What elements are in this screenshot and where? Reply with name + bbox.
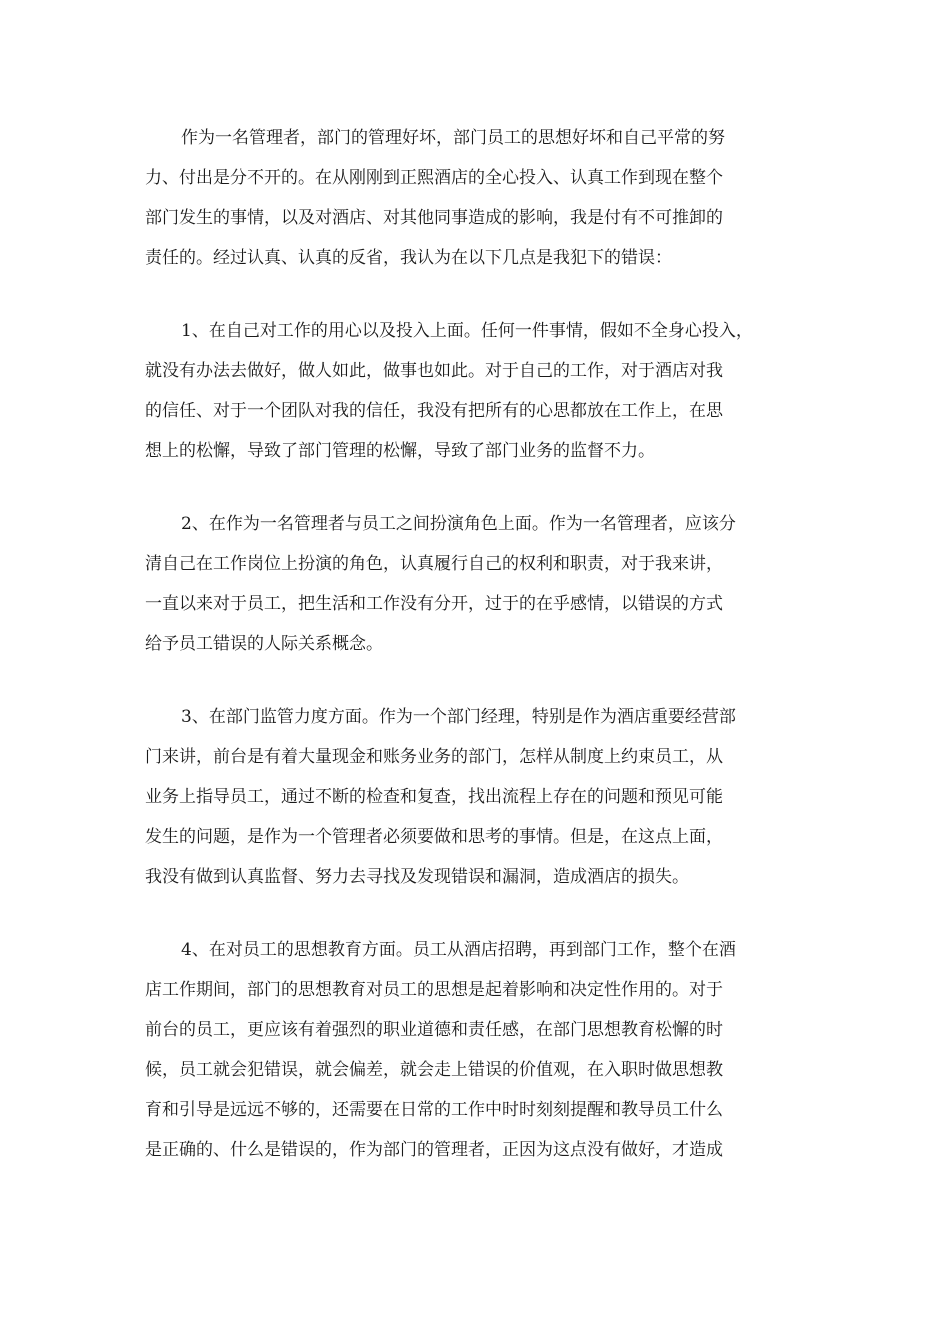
text-line: 想上的松懈，导致了部门管理的松懈，导致了部门业务的监督不力。 [145,441,655,461]
paragraph-point-3 [145,697,817,897]
text-line: 一直以来对于员工，把生活和工作没有分开，过于的在乎感情，以错误的方式 [145,594,723,614]
text-line: 责任的。经过认真、认真的反省，我认为在以下几点是我犯下的错误： [145,248,672,268]
text-line: 育和引导是远远不够的，还需要在日常的工作中时时刻刻提醒和教导员工什么 [145,1100,723,1120]
text-line: 3、在部门监管力度方面。作为一个部门经理，特别是作为酒店重要经营部 [181,707,736,727]
text-line: 清自己在工作岗位上扮演的角色，认真履行自己的权利和职责，对于我来讲， [145,554,723,574]
text-line: 的信任、对于一个团队对我的信任，我没有把所有的心思都放在工作上，在思 [145,401,723,421]
text-line: 部门发生的事情，以及对酒店、对其他同事造成的影响，我是付有不可推卸的 [145,208,723,228]
text-line: 1、在自己对工作的用心以及投入上面。任何一件事情，假如不全身心投入， [181,321,753,341]
text-line: 业务上指导员工，通过不断的检查和复查，找出流程上存在的问题和预见可能 [145,787,723,807]
text-line: 发生的问题，是作为一个管理者必须要做和思考的事情。但是，在这点上面， [145,827,723,847]
paragraph-point-4 [145,930,817,1170]
text-line: 给予员工错误的人际关系概念。 [145,634,383,654]
paragraph-intro [145,118,817,278]
text-line: 就没有办法去做好，做人如此，做事也如此。对于自己的工作，对于酒店对我 [145,361,723,381]
text-line: 是正确的、什么是错误的，作为部门的管理者，正因为这点没有做好，才造成 [145,1140,723,1160]
text-line: 力、付出是分不开的。在从刚刚到正熙酒店的全心投入、认真工作到现在整个 [145,168,723,188]
paragraph-point-2 [145,504,817,664]
text-line: 我没有做到认真监督、努力去寻找及发现错误和漏洞，造成酒店的损失。 [145,867,689,887]
text-line: 4、在对员工的思想教育方面。员工从酒店招聘，再到部门工作，整个在酒 [181,940,736,960]
text-line: 门来讲，前台是有着大量现金和账务业务的部门，怎样从制度上约束员工，从 [145,747,723,767]
text-line: 候，员工就会犯错误，就会偏差，就会走上错误的价值观，在入职时做思想教 [145,1060,723,1080]
text-line: 2、在作为一名管理者与员工之间扮演角色上面。作为一名管理者，应该分 [181,514,736,534]
document-body [145,118,817,1170]
text-line: 店工作期间，部门的思想教育对员工的思想是起着影响和决定性作用的。对于 [145,980,723,1000]
paragraph-point-1 [145,311,817,471]
text-line: 前台的员工，更应该有着强烈的职业道德和责任感，在部门思想教育松懈的时 [145,1020,723,1040]
text-line: 作为一名管理者，部门的管理好坏，部门员工的思想好坏和自己平常的努 [181,128,725,148]
